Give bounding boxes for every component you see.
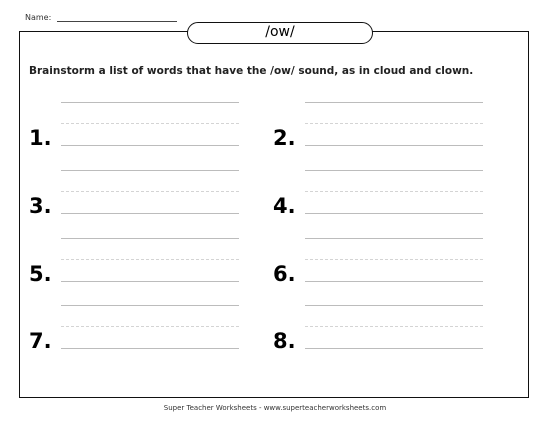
instructions: Brainstorm a list of words that have the /ow/ sound, as in cloud and clown. <box>29 65 474 77</box>
item-number: 7. <box>29 329 52 353</box>
writing-mid-line <box>61 259 239 260</box>
answer-item-3 <box>29 170 269 230</box>
answer-item-7 <box>29 305 269 365</box>
answer-line[interactable] <box>305 281 483 282</box>
answer-item-6 <box>273 238 513 298</box>
item-number: 5. <box>29 262 52 286</box>
name-blank-line[interactable] <box>57 21 177 22</box>
answer-item-1 <box>29 102 269 162</box>
writing-top-line <box>61 170 239 171</box>
writing-top-line <box>305 102 483 103</box>
answer-item-2 <box>273 102 513 162</box>
answer-item-8 <box>273 305 513 365</box>
item-number: 3. <box>29 194 52 218</box>
writing-mid-line <box>61 191 239 192</box>
item-number: 4. <box>273 194 296 218</box>
writing-mid-line <box>305 123 483 124</box>
footer-credit: Super Teacher Worksheets - www.superteacherworksheets.com <box>163 404 387 412</box>
answer-line[interactable] <box>61 281 239 282</box>
item-number: 2. <box>273 126 296 150</box>
writing-mid-line <box>305 191 483 192</box>
writing-mid-line <box>305 259 483 260</box>
writing-top-line <box>305 238 483 239</box>
answer-item-4 <box>273 170 513 230</box>
item-number: 6. <box>273 262 296 286</box>
item-number: 1. <box>29 126 52 150</box>
answer-line[interactable] <box>61 213 239 214</box>
writing-mid-line <box>305 326 483 327</box>
answer-line[interactable] <box>61 145 239 146</box>
answer-line[interactable] <box>305 348 483 349</box>
writing-top-line <box>61 102 239 103</box>
writing-top-line <box>305 305 483 306</box>
answer-item-5 <box>29 238 269 298</box>
writing-mid-line <box>61 123 239 124</box>
name-label: Name: <box>25 13 52 22</box>
item-number: 8. <box>273 329 296 353</box>
writing-top-line <box>61 238 239 239</box>
writing-top-line <box>61 305 239 306</box>
worksheet-title: /ow/ <box>187 22 373 44</box>
answer-line[interactable] <box>305 213 483 214</box>
answer-line[interactable] <box>305 145 483 146</box>
writing-mid-line <box>61 326 239 327</box>
answer-line[interactable] <box>61 348 239 349</box>
writing-top-line <box>305 170 483 171</box>
